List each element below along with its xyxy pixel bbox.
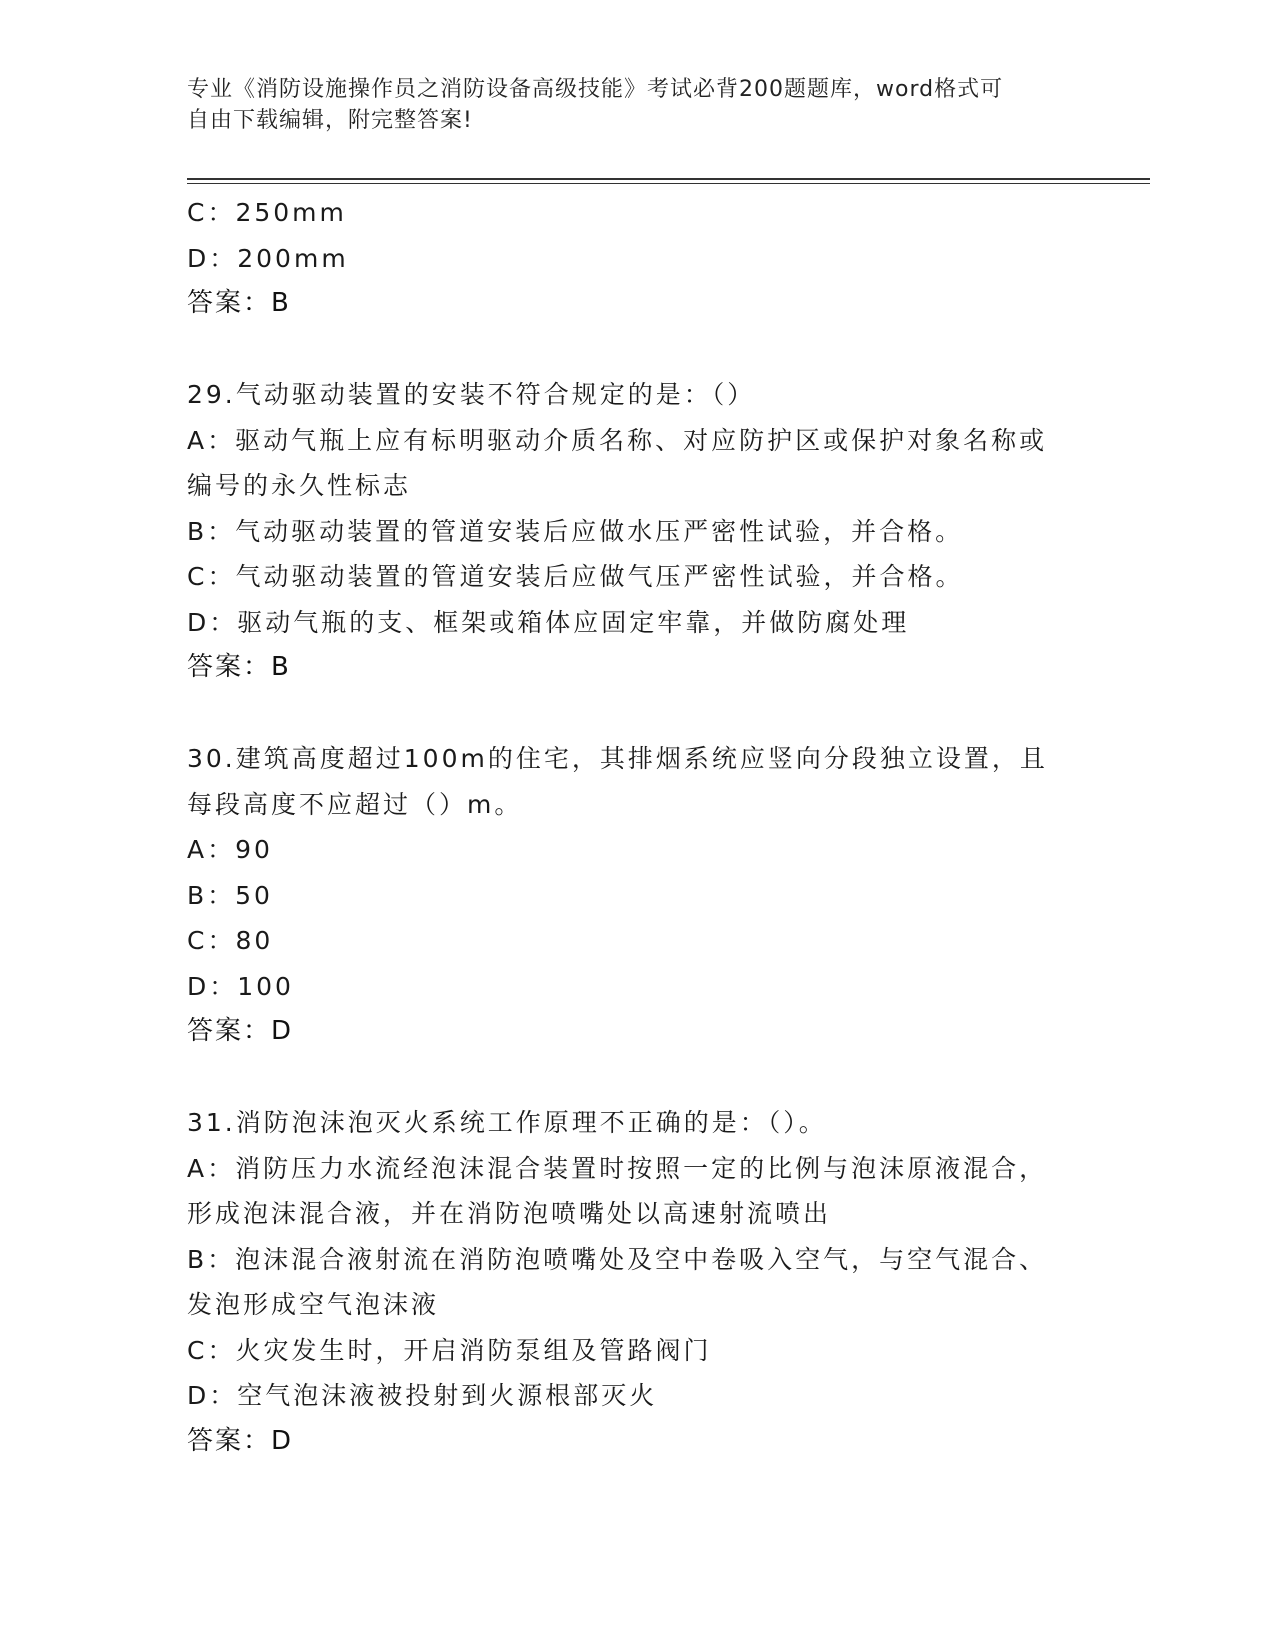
- option-a-cont: 编号的永久性标志: [187, 471, 412, 500]
- option-c: C：250mm: [187, 198, 347, 227]
- answer-line: 答案：B: [187, 288, 291, 318]
- header-line-2: 自由下载编辑，附完整答案!: [187, 108, 473, 133]
- header-line-1: 专业《消防设施操作员之消防设备高级技能》考试必背200题题库，word格式可: [187, 77, 1004, 102]
- question-30: [187, 736, 1087, 1055]
- spacer: [187, 691, 1087, 737]
- option-c: C：火灾发生时，开启消防泵组及管路阀门: [187, 1335, 712, 1365]
- option-a-cont: 形成泡沫混合液，并在消防泡喷嘴处以高速射流喷出: [187, 1199, 832, 1228]
- answer-line: 答案：D: [187, 1425, 294, 1456]
- option-b-cont: 发泡形成空气泡沫液: [187, 1290, 440, 1319]
- option-d: D：100: [187, 971, 294, 1001]
- answer-line: 答案：B: [187, 652, 291, 682]
- option-b: B：气动驱动装置的管道安装后应做水压严密性试验，并合格。: [187, 516, 964, 546]
- option-d: D：空气泡沫液被投射到火源根部灭火: [187, 1381, 658, 1410]
- question-text-cont: 每段高度不应超过（）m。: [187, 789, 523, 819]
- question-29: [187, 372, 1087, 691]
- answer-line: 答案：D: [187, 1016, 294, 1046]
- spacer: [187, 1055, 1087, 1101]
- option-a: A：90: [187, 835, 273, 864]
- question-list: [187, 190, 1087, 1464]
- header-divider: [187, 178, 1150, 180]
- question-text: 31.消防泡沫泡灭火系统工作原理不正确的是：（）。: [187, 1108, 827, 1137]
- header-divider-thin: [187, 183, 1150, 184]
- option-d: D：200mm: [187, 243, 349, 273]
- option-a: A：驱动气瓶上应有标明驱动介质名称、对应防护区或保护对象名称或: [187, 425, 1048, 455]
- option-c: C：80: [187, 926, 274, 955]
- option-c: C：气动驱动装置的管道安装后应做气压严密性试验，并合格。: [187, 562, 964, 591]
- option-b: B：50: [187, 880, 273, 910]
- previous-question-tail: [187, 190, 1087, 327]
- question-text: 30.建筑高度超过100m的住宅，其排烟系统应竖向分段独立设置，且: [187, 744, 1048, 773]
- spacer: [187, 327, 1087, 373]
- option-a: A：消防压力水流经泡沫混合装置时按照一定的比例与泡沫原液混合，: [187, 1153, 1048, 1183]
- question-31: [187, 1100, 1087, 1464]
- option-b: B：泡沫混合液射流在消防泡喷嘴处及空中卷吸入空气，与空气混合、: [187, 1244, 1048, 1274]
- question-text: 29.气动驱动装置的安装不符合规定的是：（）: [187, 380, 756, 409]
- page-header: [187, 74, 1087, 136]
- option-d: D：驱动气瓶的支、框架或箱体应固定牢靠，并做防腐处理: [187, 607, 910, 637]
